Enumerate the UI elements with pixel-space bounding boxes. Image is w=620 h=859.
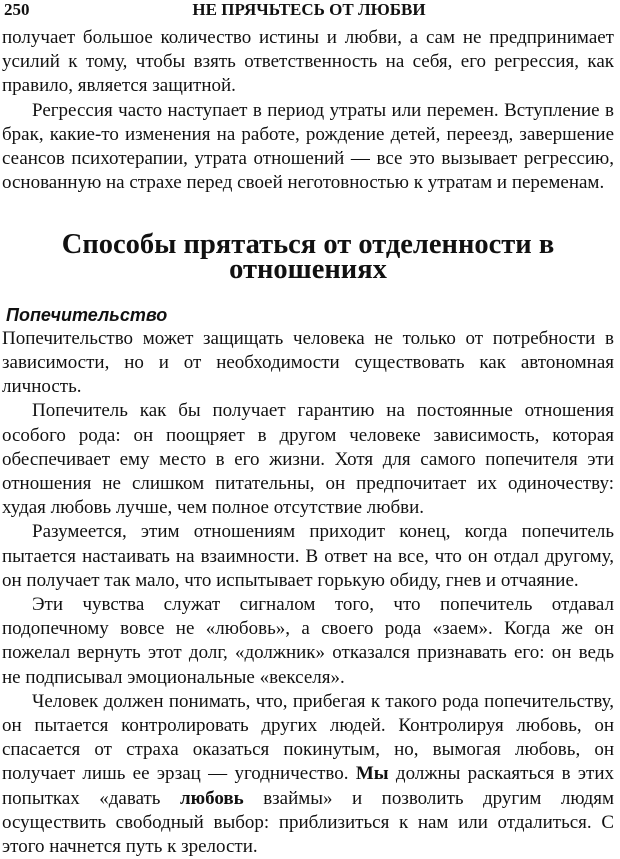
- control-text-1: Человек должен понимать, что, прибегая к такого рода попечительству, он пытается контролировать других людей. Контролируя любовь, он спасается от страха оказаться покинутым, но, вымогая любовь, он получает лишь ее эрзац — угодничество.: [2, 690, 614, 785]
- subheading: Попечительство: [6, 304, 168, 325]
- paragraph-custodianship-intro: Попечительство может защищать человека не только от потребности в зависимости, но и от необходимости существовать как автономная личность.: [2, 327, 614, 398]
- running-title: НЕ ПРЯЧЬТЕСЬ ОТ ЛЮБВИ: [192, 0, 426, 19]
- running-header: [4, 0, 614, 22]
- page-body: [2, 26, 614, 859]
- section-title: Способы прятаться от отделенности в отношениях: [61, 229, 555, 285]
- regression-paragraph: Регрессия часто наступает в период утраты или перемен. Вступление в брак, какие-то изменения на работе, рождение детей, переезд, завершение сеансов психотерапии, утрата отношений — все это вызывает регрессию, основанную на страхе перед своей неготовностью к утратам и переменам.: [2, 99, 614, 194]
- paragraph-loan: Эти чувства служат сигналом того, что попечитель отдавал подопечному вовсе не «любовь», а своего рода «заем». Когда же он пожелал вернуть этот долг, «должник» отказался признавать его: он ведь не подписывал эмоциональные «векселя».: [2, 594, 614, 688]
- bold-we: Мы: [355, 763, 389, 785]
- paragraph-reciprocity: Разумеется, этим отношениям приходит конец, когда попечитель пытается настаивать на взаимности. В ответ на все, что он отдал другому, он получает так мало, что испытывает горькую обиду, гнев и отчаяние.: [2, 521, 614, 591]
- control-text-3: взаймы» и позволить другим людям осуществить свободный выбор: приблизиться к нам или отдалиться. С этого начнется путь к зрелости.: [2, 787, 615, 858]
- bold-love: любовь: [179, 787, 244, 809]
- page-number: 250: [4, 0, 30, 19]
- paragraph-control: [2, 690, 614, 859]
- control-text-2: должны раскаяться в этих попытках «давать: [2, 763, 615, 809]
- paragraph-guarantee: Попечитель как бы получает гарантию на постоянные отношения особого рода: он поощряет в другом человеке зависимость, которая обеспечивает ему место в его жизни. Хотя для самого попечителя эти отношения не слишком питательны, он предпочитает их одиночеству: худая любовь лучше, чем полное отсутствие любви.: [2, 400, 614, 519]
- continued-paragraph: получает большое количество истины и любви, а сам не предпринимает усилий к тому, чтобы взять ответственность на себя, его регрессия, как правило, является защитной.: [2, 27, 614, 97]
